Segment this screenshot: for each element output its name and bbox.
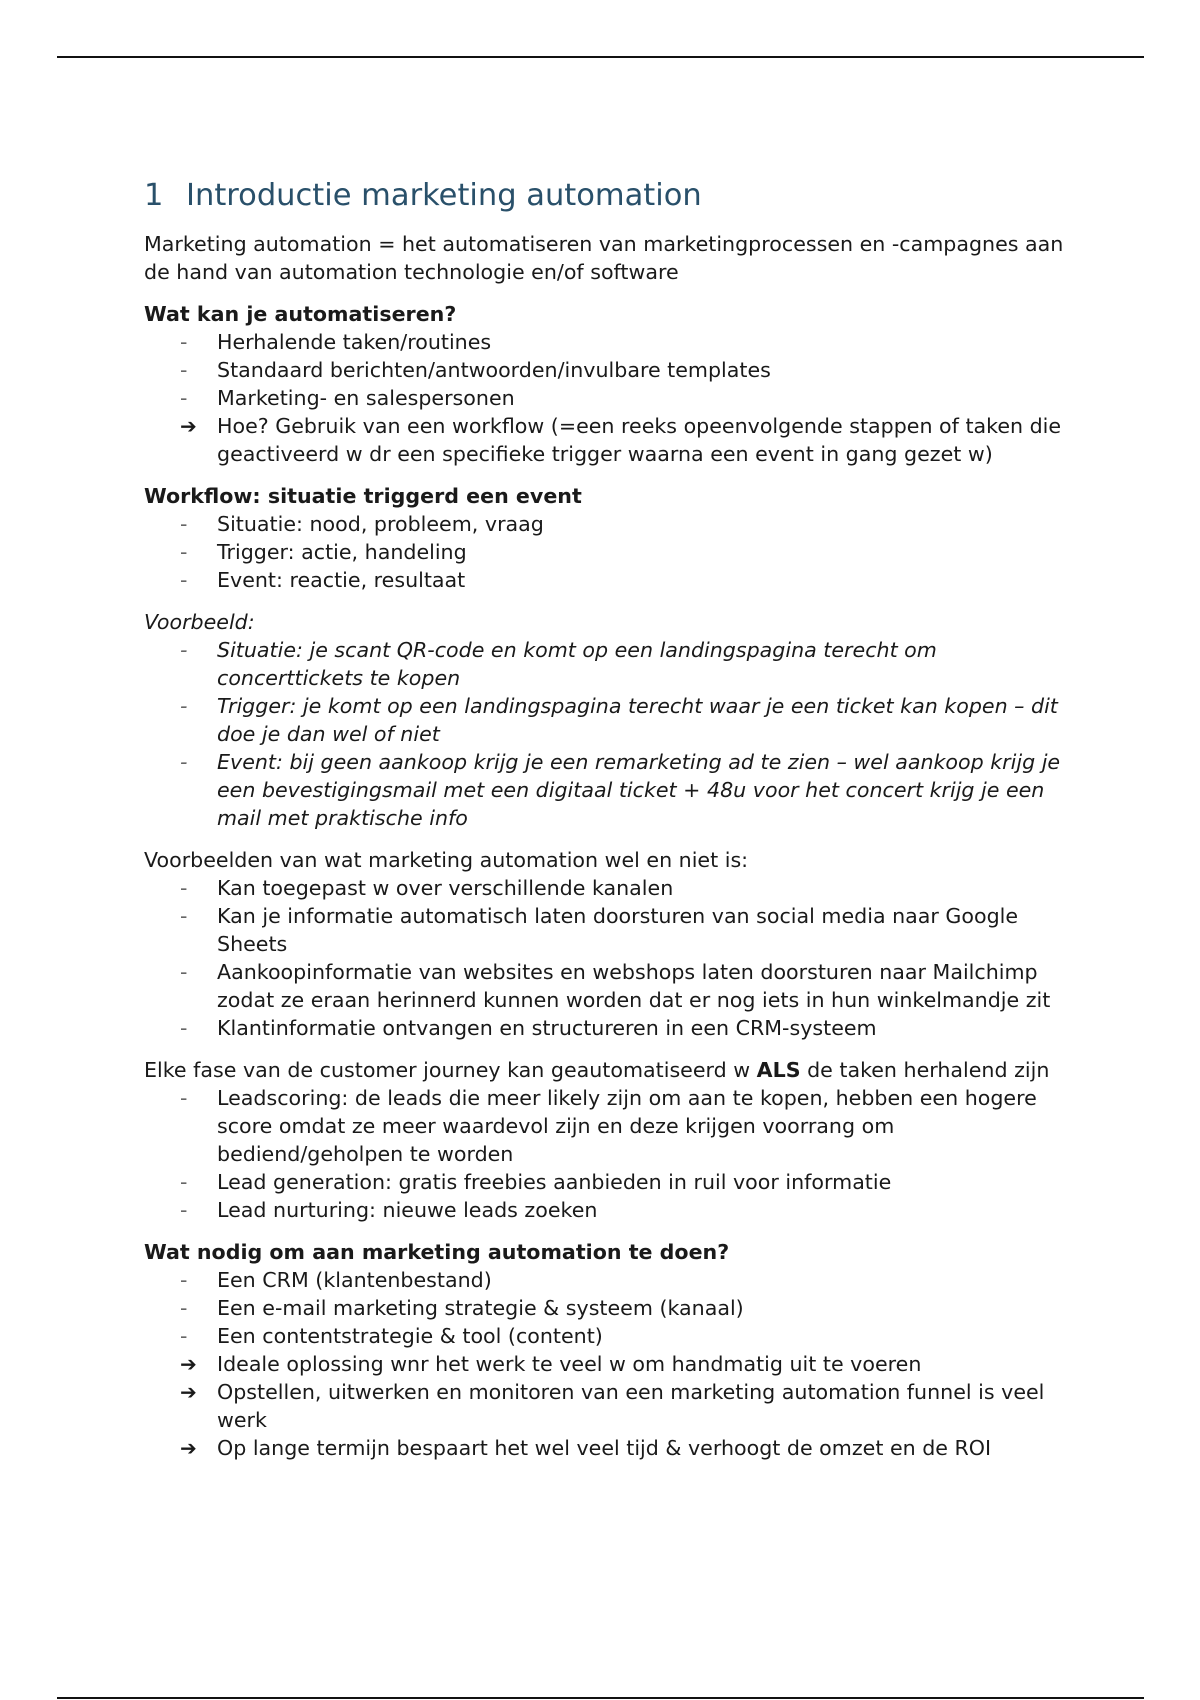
list-item: - Trigger: actie, handeling xyxy=(180,540,467,564)
list-item: - Trigger: je komt op een landingspagina terecht waar je een ticket kan kopen – dit doe je dan wel of niet xyxy=(180,694,1058,746)
dash-marker: - xyxy=(180,1170,188,1194)
dash-marker: - xyxy=(180,876,188,900)
heading-automate: Wat kan je automatiseren? xyxy=(144,302,457,326)
automate-arrow-list xyxy=(144,412,1064,468)
arrow-list-item: ➔ Op lange termijn bespaart het wel veel tijd & verhoogt de omzet en de ROI xyxy=(180,1436,992,1460)
dash-marker: - xyxy=(180,1268,188,1292)
list-item: - Event: bij geen aankoop krijg je een remarketing ad te zien – wel aankoop krijg je een bevestigingsmail met een digitaal ticket + 48u voor het concert krijg je een mail met praktische info xyxy=(180,750,1061,830)
dash-marker: - xyxy=(180,1296,188,1320)
arrow-icon: ➔ xyxy=(180,1352,197,1376)
chapter-title-text: Introductie marketing automation xyxy=(186,178,702,213)
chapter-number: 1 xyxy=(144,178,164,213)
dash-marker: - xyxy=(180,638,188,662)
dash-marker: - xyxy=(180,694,188,718)
automate-list xyxy=(144,328,1064,412)
list-item: - Situatie: nood, probleem, vraag xyxy=(180,512,544,536)
needs-list xyxy=(144,1266,1064,1350)
phases-paragraph: Elke fase van de customer journey kan geautomatiseerd w ALS de taken herhalend zijn xyxy=(144,1058,1050,1082)
list-item: - Marketing- en salespersonen xyxy=(180,386,515,410)
workflow-list xyxy=(144,510,1064,594)
list-item: - Standaard berichten/antwoorden/invulbare templates xyxy=(180,358,771,382)
dash-marker: - xyxy=(180,512,188,536)
dash-marker: - xyxy=(180,1198,188,1222)
emphasis-als: ALS xyxy=(756,1058,801,1082)
dash-marker: - xyxy=(180,330,188,354)
phases-list xyxy=(144,1084,1064,1224)
list-item: - Aankoopinformatie van websites en webshops laten doorsturen naar Mailchimp zodat ze eraan herinnerd kunnen worden dat er nog iets in hun winkelmandje zit xyxy=(180,960,1051,1012)
list-item: - Lead nurturing: nieuwe leads zoeken xyxy=(180,1198,598,1222)
arrow-list-item: ➔ Ideale oplossing wnr het werk te veel w om handmatig uit te voeren xyxy=(180,1352,922,1376)
dash-marker: - xyxy=(180,1086,188,1110)
heading-workflow: Workflow: situatie triggerd een event xyxy=(144,484,582,508)
dash-marker: - xyxy=(180,540,188,564)
heading-needs: Wat nodig om aan marketing automation te doen? xyxy=(144,1240,730,1264)
arrow-icon: ➔ xyxy=(180,1436,197,1460)
example-list xyxy=(144,636,1064,832)
footer-rule xyxy=(57,1697,1144,1699)
dash-marker: - xyxy=(180,1324,188,1348)
list-item: - Klantinformatie ontvangen en structureren in een CRM-systeem xyxy=(180,1016,877,1040)
list-item: - Event: reactie, resultaat xyxy=(180,568,466,592)
dash-marker: - xyxy=(180,358,188,382)
list-item: - Kan toegepast w over verschillende kanalen xyxy=(180,876,674,900)
examples-is-label: Voorbeelden van wat marketing automation wel en niet is: xyxy=(144,848,749,872)
dash-marker: - xyxy=(180,750,188,774)
arrow-list-item: ➔ Hoe? Gebruik van een workflow (=een reeks opeenvolgende stappen of taken die geactiveerd w dr een specifieke trigger waarna een event in gang gezet w) xyxy=(180,414,1062,466)
chapter-title xyxy=(144,174,1064,218)
example-block xyxy=(144,608,1064,832)
list-item: - Een contentstrategie & tool (content) xyxy=(180,1324,603,1348)
list-item: - Een e-mail marketing strategie & systeem (kanaal) xyxy=(180,1296,744,1320)
dash-marker: - xyxy=(180,568,188,592)
list-item: - Kan je informatie automatisch laten doorsturen van social media naar Google Sheets xyxy=(180,904,1019,956)
dash-marker: - xyxy=(180,904,188,928)
example-label: Voorbeeld: xyxy=(144,610,255,634)
header-rule xyxy=(57,56,1144,58)
list-item: - Situatie: je scant QR-code en komt op een landingspagina terecht om concerttickets te kopen xyxy=(180,638,937,690)
arrow-icon: ➔ xyxy=(180,414,197,438)
arrow-icon: ➔ xyxy=(180,1380,197,1404)
list-item: - Een CRM (klantenbestand) xyxy=(180,1268,492,1292)
list-item: - Herhalende taken/routines xyxy=(180,330,492,354)
arrow-list-item: ➔ Opstellen, uitwerken en monitoren van een marketing automation funnel is veel werk xyxy=(180,1380,1045,1432)
list-item: - Leadscoring: de leads die meer likely zijn om aan te kopen, hebben een hogere score omdat ze meer waardevol zijn en deze krijgen voorrang om bediend/geholpen te worden xyxy=(180,1086,1037,1166)
intro-paragraph: Marketing automation = het automatiseren van marketingprocessen en -campagnes aan de hand van automation technologie en/of software xyxy=(144,232,1064,284)
dash-marker: - xyxy=(180,1016,188,1040)
dash-marker: - xyxy=(180,386,188,410)
dash-marker: - xyxy=(180,960,188,984)
examples-is-list xyxy=(144,874,1064,1042)
needs-arrow-list xyxy=(144,1350,1064,1462)
document-body xyxy=(144,174,1064,1462)
list-item: - Lead generation: gratis freebies aanbieden in ruil voor informatie xyxy=(180,1170,892,1194)
